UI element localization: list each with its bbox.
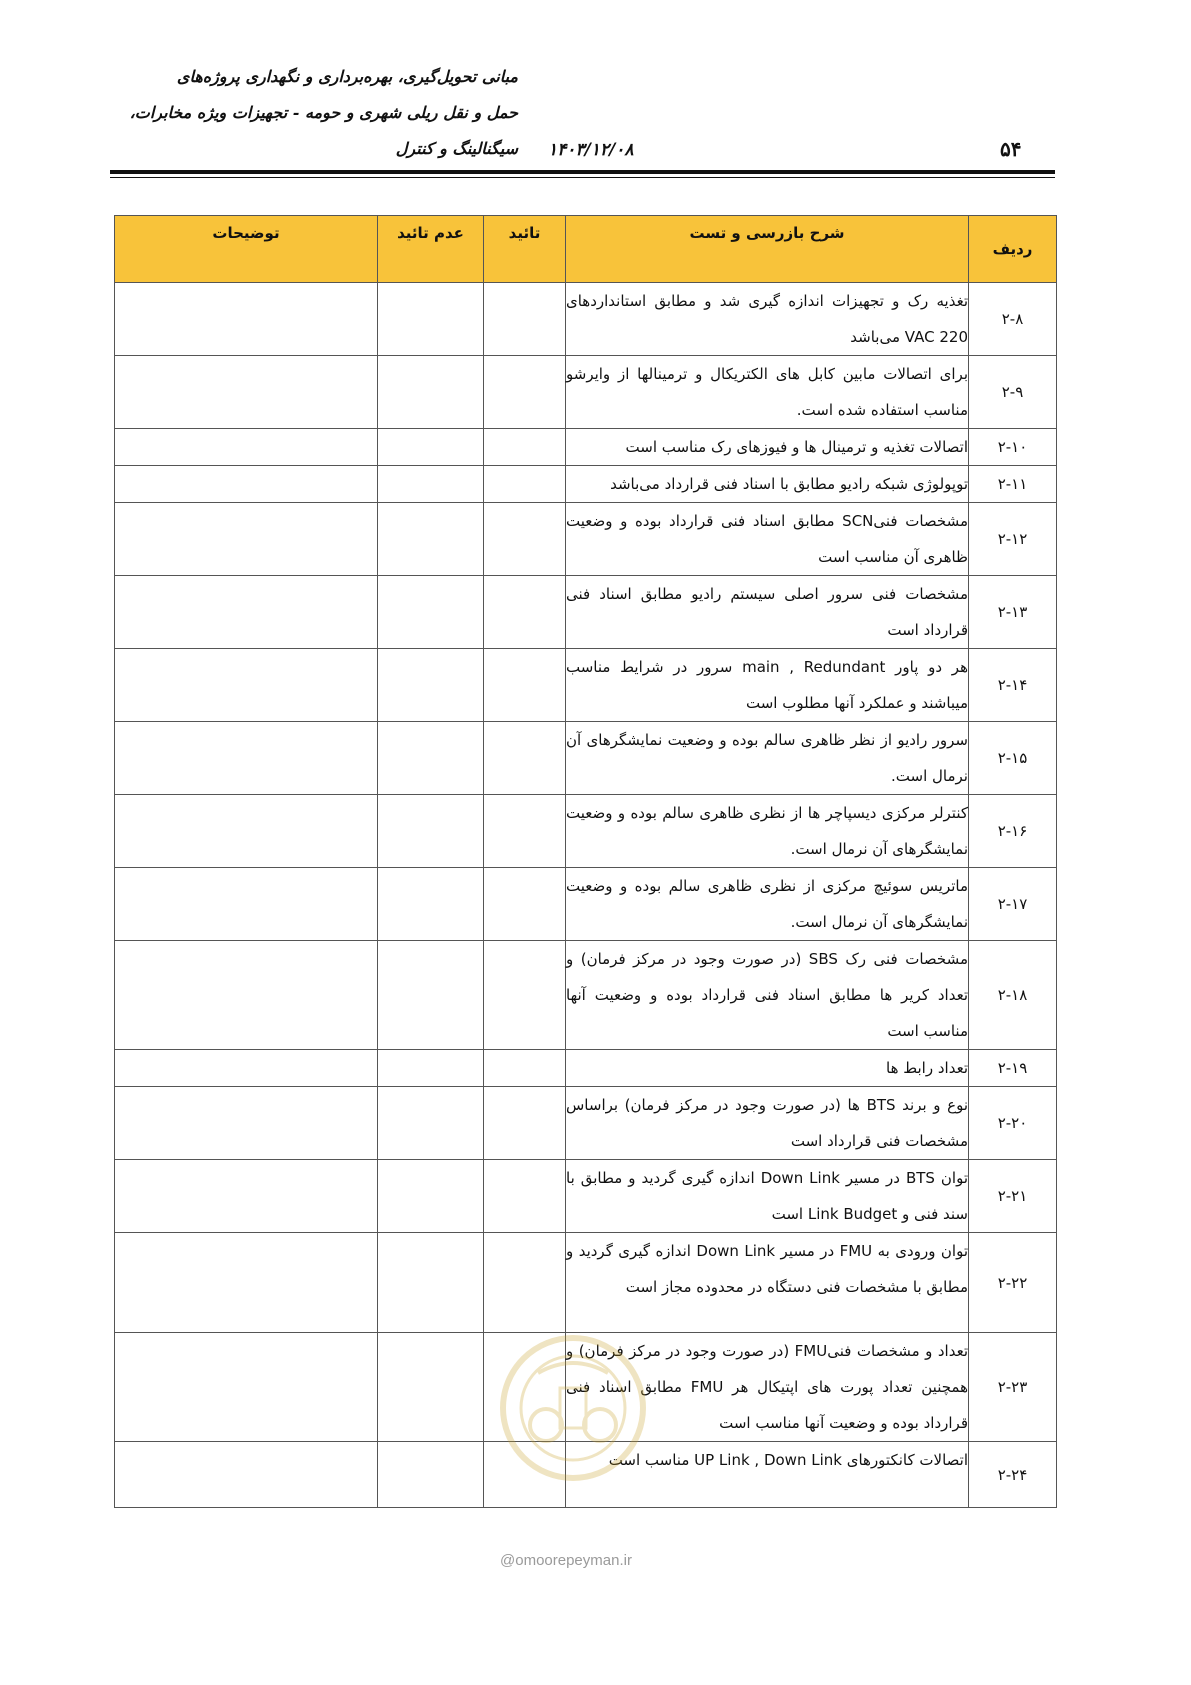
reject-cell[interactable]: [378, 649, 484, 722]
notes-cell[interactable]: [115, 1333, 378, 1442]
reject-cell[interactable]: [378, 722, 484, 795]
col-header-reject: عدم تائید: [378, 216, 484, 283]
reject-cell[interactable]: [378, 283, 484, 356]
header-rule-thin: [110, 177, 1055, 178]
table-row: [115, 283, 1057, 356]
notes-cell[interactable]: [115, 1442, 378, 1508]
row-number-cell: ۲-۱۴: [969, 649, 1057, 722]
col-header-description: شرح بازرسی و تست: [566, 216, 969, 283]
reject-cell[interactable]: [378, 503, 484, 576]
table-row: [115, 795, 1057, 868]
reject-cell[interactable]: [378, 1333, 484, 1442]
notes-cell[interactable]: [115, 1233, 378, 1333]
reject-cell[interactable]: [378, 356, 484, 429]
confirm-cell[interactable]: [484, 1050, 566, 1087]
notes-cell[interactable]: [115, 795, 378, 868]
row-number-cell: ۲-۹: [969, 356, 1057, 429]
notes-cell[interactable]: [115, 1087, 378, 1160]
confirm-cell[interactable]: [484, 1160, 566, 1233]
confirm-cell[interactable]: [484, 649, 566, 722]
description-cell: توان ورودی به FMU در مسیر Down Link اندازه گیری گردید و مطابق با مشخصات فنی دستگاه در محدوده مجاز است: [566, 1233, 969, 1333]
table-row: [115, 1233, 1057, 1333]
confirm-cell[interactable]: [484, 283, 566, 356]
header-rule-thick: [110, 170, 1055, 174]
description-cell: توپولوژی شبکه رادیو مطابق با اسناد فنی قرارداد می‌باشد: [566, 466, 969, 503]
document-title-line-1: مبانی تحویل‌گیری، بهره‌برداری و نگهداری پروژه‌های: [176, 67, 518, 86]
row-number-cell: ۲-۱۳: [969, 576, 1057, 649]
confirm-cell[interactable]: [484, 941, 566, 1050]
description-cell: ماتریس سوئیچ مرکزی از نظری ظاهری سالم بوده و وضعیت نمایشگرهای آن نرمال است.: [566, 868, 969, 941]
confirm-cell[interactable]: [484, 1233, 566, 1333]
table-row: [115, 576, 1057, 649]
description-cell: سرور رادیو از نظر ظاهری سالم بوده و وضعیت نمایشگرهای آن نرمال است.: [566, 722, 969, 795]
table-row: [115, 649, 1057, 722]
description-cell: هر دو پاور main , Redundant سرور در شرایط مناسب میباشند و عملکرد آنها مطلوب است: [566, 649, 969, 722]
confirm-cell[interactable]: [484, 356, 566, 429]
row-number-cell: ۲-۱۶: [969, 795, 1057, 868]
row-number-cell: ۲-۱۷: [969, 868, 1057, 941]
description-cell: مشخصات فنی سرور اصلی سیستم رادیو مطابق اسناد فنی قرارداد است: [566, 576, 969, 649]
row-number-cell: ۲-۸: [969, 283, 1057, 356]
description-cell: مشخصات فنیSCN مطابق اسناد فنی قرارداد بوده و وضعیت ظاهری آن مناسب است: [566, 503, 969, 576]
notes-cell[interactable]: [115, 503, 378, 576]
notes-cell[interactable]: [115, 649, 378, 722]
row-number-cell: ۲-۱۰: [969, 429, 1057, 466]
notes-cell[interactable]: [115, 283, 378, 356]
confirm-cell[interactable]: [484, 429, 566, 466]
description-cell: کنترلر مرکزی دیسپاچر ها از نظری ظاهری سالم بوده و وضعیت نمایشگرهای آن نرمال است.: [566, 795, 969, 868]
description-cell: اتصالات کانکتورهای UP Link , Down Link مناسب است: [566, 1442, 969, 1508]
reject-cell[interactable]: [378, 1087, 484, 1160]
table-row: [115, 941, 1057, 1050]
row-number-cell: ۲-۱۸: [969, 941, 1057, 1050]
reject-cell[interactable]: [378, 1233, 484, 1333]
table-row: [115, 356, 1057, 429]
reject-cell[interactable]: [378, 576, 484, 649]
table-row: [115, 429, 1057, 466]
row-number-cell: ۲-۱۵: [969, 722, 1057, 795]
notes-cell[interactable]: [115, 466, 378, 503]
description-cell: برای اتصالات مابین کابل های الکتریکال و ترمینالها از وایرشو مناسب استفاده شده است.: [566, 356, 969, 429]
notes-cell[interactable]: [115, 429, 378, 466]
description-cell: تعداد رابط ها: [566, 1050, 969, 1087]
row-number-cell: ۲-۲۰: [969, 1087, 1057, 1160]
notes-cell[interactable]: [115, 722, 378, 795]
row-number-cell: ۲-۲۳: [969, 1333, 1057, 1442]
row-number-cell: ۲-۲۲: [969, 1233, 1057, 1333]
table-row: [115, 466, 1057, 503]
table-row: [115, 868, 1057, 941]
description-cell: نوع و برند BTS ها (در صورت وجود در مرکز فرمان) براساس مشخصات فنی قرارداد است: [566, 1087, 969, 1160]
row-number-cell: ۲-۱۹: [969, 1050, 1057, 1087]
table-row: [115, 1160, 1057, 1233]
row-number-cell: ۲-۲۱: [969, 1160, 1057, 1233]
table-row: [115, 503, 1057, 576]
confirm-cell[interactable]: [484, 576, 566, 649]
col-header-row-number: ردیف: [969, 216, 1057, 283]
description-cell: تعداد و مشخصات فنیFMU (در صورت وجود در مرکز فرمان) و همچنین تعداد پورت های اپتیکال هر FMU مطابق اسناد فنی قرارداد بوده و وضعیت آنها مناسب است: [566, 1333, 969, 1442]
footer-website-text: omoorepeyman.ir: [515, 1552, 632, 1569]
confirm-cell[interactable]: [484, 722, 566, 795]
notes-cell[interactable]: [115, 941, 378, 1050]
page-number: ۵۴: [1000, 137, 1022, 161]
notes-cell[interactable]: [115, 1050, 378, 1087]
row-number-cell: ۲-۱۱: [969, 466, 1057, 503]
reject-cell[interactable]: [378, 941, 484, 1050]
inspection-table: [114, 215, 1057, 1508]
description-cell: تغذیه رک و تجهیزات اندازه گیری شد و مطابق استانداردهای 220 VAC می‌باشد: [566, 283, 969, 356]
description-cell: توان BTS در مسیر Down Link اندازه گیری گردید و مطابق با سند فنی و Link Budget است: [566, 1160, 969, 1233]
confirm-cell[interactable]: [484, 795, 566, 868]
reject-cell[interactable]: [378, 868, 484, 941]
notes-cell[interactable]: [115, 1160, 378, 1233]
reject-cell[interactable]: [378, 466, 484, 503]
document-title-line-3: سیگنالینگ و کنترل: [395, 139, 518, 158]
col-header-confirm: تائید: [484, 216, 566, 283]
table-row: [115, 1050, 1057, 1087]
document-date: ۱۴۰۳/۱۲/۰۸: [548, 140, 634, 160]
confirm-cell[interactable]: [484, 1087, 566, 1160]
footer-website: [500, 1552, 632, 1569]
watermark-seal: [498, 1333, 648, 1483]
col-header-notes: توضیحات: [115, 216, 378, 283]
at-icon: @: [500, 1552, 516, 1569]
confirm-cell[interactable]: [484, 868, 566, 941]
notes-cell[interactable]: [115, 868, 378, 941]
reject-cell[interactable]: [378, 429, 484, 466]
table-header-row: [115, 216, 1057, 283]
table-row: [115, 722, 1057, 795]
description-cell: اتصالات تغذیه و ترمینال ها و فیوزهای رک مناسب است: [566, 429, 969, 466]
reject-cell[interactable]: [378, 1442, 484, 1508]
confirm-cell[interactable]: [484, 503, 566, 576]
table-row: [115, 1087, 1057, 1160]
reject-cell[interactable]: [378, 795, 484, 868]
notes-cell[interactable]: [115, 356, 378, 429]
document-title-line-2: حمل و نقل ریلی شهری و حومه - تجهیزات ویژه مخابرات،: [129, 103, 518, 122]
description-cell: مشخصات فنی رک SBS (در صورت وجود در مرکز فرمان) و تعداد کریر ها مطابق اسناد فنی قرارداد بوده و وضعیت آنها مناسب است: [566, 941, 969, 1050]
row-number-cell: ۲-۱۲: [969, 503, 1057, 576]
row-number-cell: ۲-۲۴: [969, 1442, 1057, 1508]
reject-cell[interactable]: [378, 1160, 484, 1233]
notes-cell[interactable]: [115, 576, 378, 649]
reject-cell[interactable]: [378, 1050, 484, 1087]
confirm-cell[interactable]: [484, 466, 566, 503]
